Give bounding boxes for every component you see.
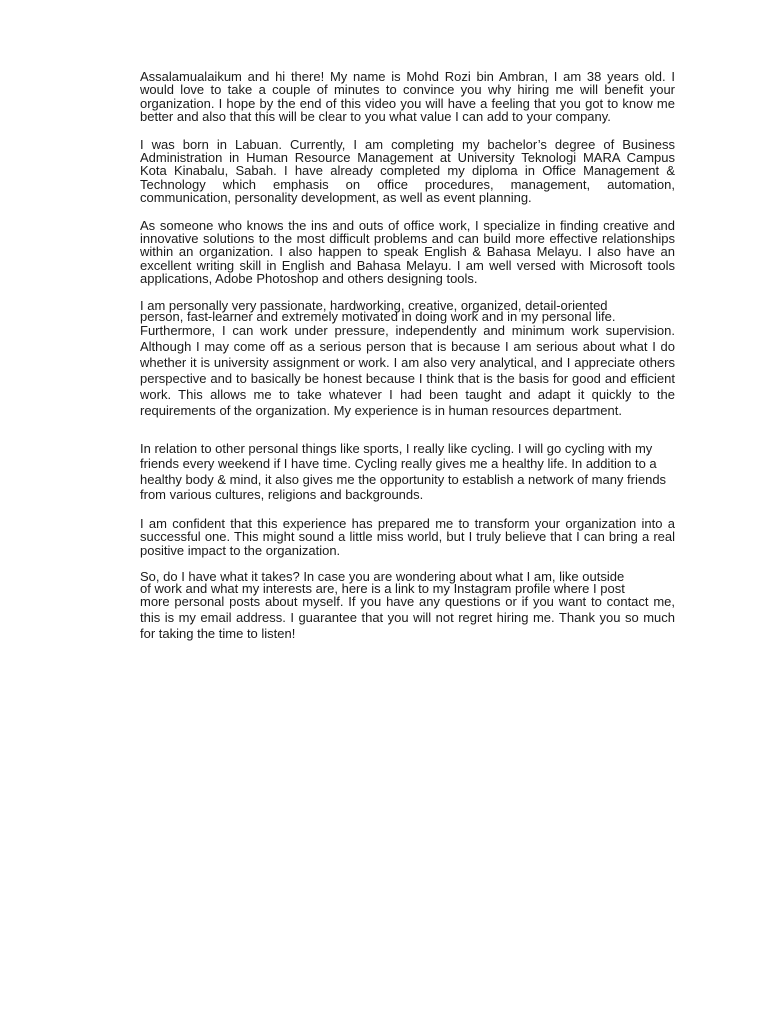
closing-line-1: So, do I have what it takes? In case you are wondering about what I am, like outside [140,569,625,585]
document-body [140,70,675,642]
paragraph-closing [140,571,675,642]
paragraph-skills: As someone who knows the ins and outs of office work, I specialize in finding creative and innovative solutions to the most difficult problems and can build more effective relationships within an organization. I also happen to speak English & Bahasa Melayu. I also have an excellent writing skill in English and Bahasa Melayu. I am well versed with Microsoft tools applications, Adobe Photoshop and others designing tools. [140,217,675,287]
paragraph-personality [140,297,675,419]
personality-rest: Furthermore, I can work under pressure, independently and minimum work supervision. Although I may come off as a serious person that is because I am serious about what I do whether it is university assignment or work. I am also very analytical, and I appreciate others perspective and to basically be honest because I think that is the basis for good and efficient work. This allows me to take whatever I had been taught and adapt it quickly to the requirements of the organization. My experience is in human resources department. [140,322,675,418]
paragraph-education: I was born in Labuan. Currently, I am completing my bachelor’s degree of Business Administration in Human Resource Management at University Teknologi MARA Campus Kota Kinabalu, Sabah. I have already completed my diploma in Office Management & Technology which emphasis on office procedures, management, automation, communication, personality development, as well as event planning. [140,136,675,206]
personality-line-2: person, fast-learner and extremely motivated in doing work and in my personal life. [140,309,616,325]
personality-line-1: I am personally very passionate, hardworking, creative, organized, detail-oriented [140,297,608,313]
paragraph-introduction: Assalamualaikum and hi there! My name is Mohd Rozi bin Ambran, I am 38 years old. I would love to take a couple of minutes to convince you why hiring me will benefit your organization. I hope by the end of this video you will have a feeling that you got to know me better and also that this will be clear to you what value I can add to your company. [140,69,675,125]
paragraph-confidence: I am confident that this experience has prepared me to transform your organization into a successful one. This might sound a little miss world, but I truly believe that I can bring a real positive impact to the organization. [140,516,675,558]
paragraph-hobbies: In relation to other personal things like sports, I really like cycling. I will go cycling with my friends every weekend if I have time. Cycling really gives me a healthy life. In addition to a healthy body & mind, it also gives me the opportunity to establish a network of many friends from various cultures, religions and backgrounds. [140,440,667,503]
closing-line-2: of work and what my interests are, here is a link to my Instagram profile where I post [140,580,625,596]
closing-rest: more personal posts about myself. If you have any questions or if you want to contact me, this is my email address. I guarantee that you will not regret hiring me. Thank you so much for taking the time to listen! [140,594,675,642]
